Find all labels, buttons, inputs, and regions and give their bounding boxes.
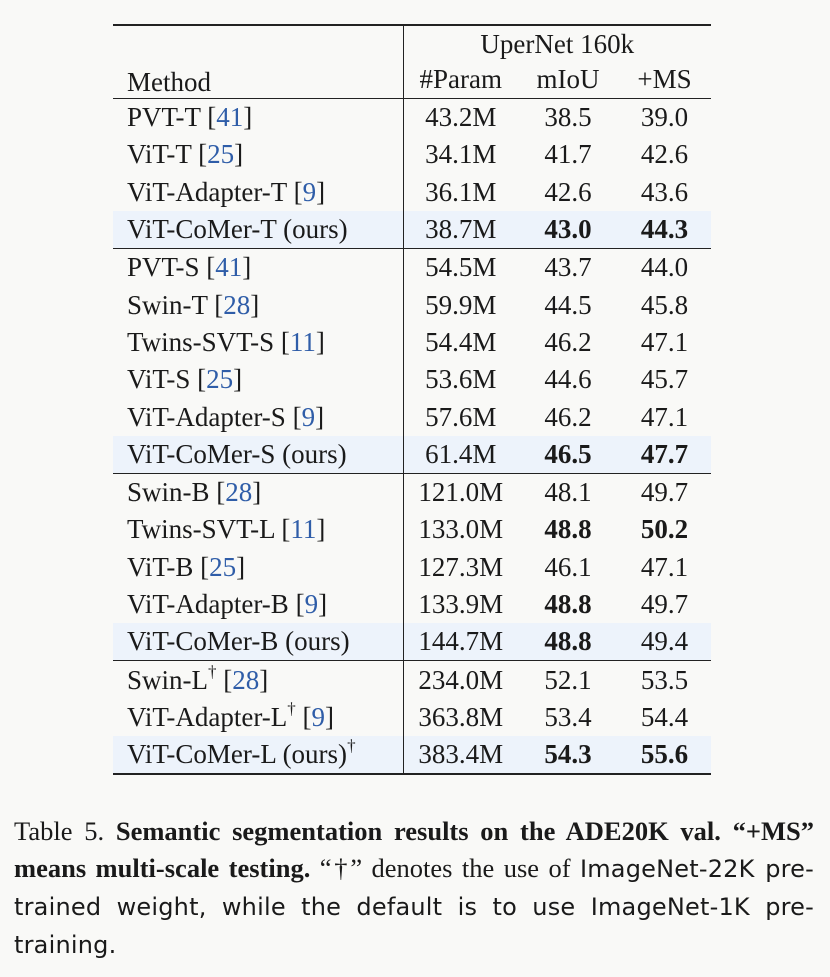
method-name: ViT-Adapter-L	[127, 701, 288, 732]
ms-cell: 39.0	[618, 99, 711, 137]
param-cell: 61.4M	[403, 436, 518, 474]
dagger-mark: †	[287, 698, 296, 718]
results-table-container	[113, 24, 711, 775]
method-cell: Swin-T [28]	[127, 289, 260, 320]
method-name: ViT-CoMer-T (ours)	[127, 214, 348, 245]
miou-cell: 46.2	[544, 401, 592, 432]
table-row	[113, 249, 711, 287]
ms-cell: 44.0	[618, 249, 711, 287]
miou-cell: 48.1	[518, 473, 618, 511]
miou-cell: 46.1	[544, 551, 592, 582]
method-cell: Swin-L† [28]	[113, 661, 403, 699]
table-row	[113, 736, 711, 774]
method-name: ViT-CoMer-S (ours)	[127, 438, 347, 469]
citation-link[interactable]: 9	[311, 701, 326, 732]
ms-cell: 49.7	[640, 589, 689, 619]
table-caption	[14, 813, 814, 964]
ms-cell: 53.5	[618, 661, 711, 699]
ms-cell: 49.4	[618, 623, 711, 661]
miou-cell: 43.0	[518, 211, 618, 249]
table-row	[113, 136, 711, 173]
table-row	[113, 699, 711, 736]
miou-cell: 41.7	[544, 139, 592, 170]
method-cell: PVT-S [41]	[113, 249, 403, 287]
param-cell: 34.1M	[403, 136, 518, 173]
method-cell: Twins-SVT-L [11]	[127, 514, 326, 545]
results-table	[113, 24, 711, 775]
method-cell: Twins-SVT-S [11]	[127, 326, 325, 357]
param-cell: 54.5M	[403, 249, 518, 287]
param-cell: 53.6M	[403, 361, 518, 398]
citation-link[interactable]: 9	[301, 401, 316, 432]
param-cell: 121.0M	[403, 473, 518, 511]
method-cell: ViT-Adapter-L† [9]	[127, 698, 335, 732]
ms-cell: 43.6	[640, 176, 689, 207]
param-cell: 43.2M	[403, 99, 518, 137]
method-name: ViT-Adapter-B	[127, 589, 289, 619]
method-cell: PVT-T [41]	[113, 99, 403, 137]
miou-cell: 48.8	[544, 514, 592, 545]
method-cell	[113, 436, 403, 474]
miou-cell: 46.5	[518, 436, 618, 474]
ms-cell: 47.1	[640, 401, 689, 432]
header-upernet-group: UperNet 160k	[403, 25, 711, 60]
ms-cell: 44.3	[618, 211, 711, 249]
method-cell: ViT-Adapter-T [9]	[127, 176, 326, 207]
method-cell	[113, 623, 403, 661]
method-cell: ViT-T [25]	[127, 139, 244, 170]
header-miou: mIoU	[536, 63, 600, 94]
method-cell: ViT-B [25]	[127, 551, 246, 582]
miou-cell: 43.7	[518, 249, 618, 287]
method-name: Swin-T	[127, 289, 208, 320]
citation-link[interactable]: 25	[207, 139, 235, 170]
method-name: ViT-Adapter-T	[127, 176, 287, 207]
citation-link[interactable]: 28	[232, 664, 260, 695]
citation-link[interactable]: 25	[206, 364, 234, 395]
dagger-mark: †	[347, 736, 356, 756]
caption-dagger-note: “†” denotes the use of	[319, 853, 580, 883]
caption-label: Table 5.	[14, 816, 105, 846]
miou-cell: 42.6	[544, 176, 592, 207]
miou-cell: 48.8	[544, 589, 592, 619]
param-cell: 36.1M	[403, 174, 518, 211]
method-cell: ViT-Adapter-B [9]	[127, 589, 328, 619]
citation-link[interactable]: 11	[290, 514, 317, 545]
method-name: ViT-S	[127, 364, 191, 395]
param-cell: 133.0M	[403, 511, 518, 548]
param-cell: 59.9M	[403, 286, 518, 323]
method-cell	[113, 736, 403, 774]
miou-cell: 46.2	[544, 326, 592, 357]
table-row	[113, 661, 711, 699]
table-row	[113, 211, 711, 249]
ms-cell: 42.6	[640, 139, 689, 170]
miou-cell: 54.3	[518, 736, 618, 774]
header-method: Method	[113, 25, 403, 99]
table-row	[113, 361, 711, 398]
table-row	[113, 286, 711, 323]
citation-link[interactable]: 41	[215, 252, 243, 283]
table-row	[113, 586, 711, 623]
table-body	[113, 99, 711, 775]
method-name: PVT-T	[127, 102, 201, 133]
citation-link[interactable]: 25	[209, 551, 237, 582]
method-name: ViT-T	[127, 139, 192, 170]
citation-link[interactable]: 9	[304, 589, 319, 619]
table-row	[113, 511, 711, 548]
param-cell: 144.7M	[403, 623, 518, 661]
ms-cell: 54.4	[640, 701, 689, 732]
table-row	[113, 473, 711, 511]
miou-cell: 38.5	[518, 99, 618, 137]
table-row	[113, 398, 711, 435]
param-cell: 38.7M	[403, 211, 518, 249]
miou-cell: 53.4	[544, 701, 592, 732]
ms-cell: 47.7	[618, 436, 711, 474]
citation-link[interactable]: 28	[223, 289, 251, 320]
method-name: Swin-L	[127, 664, 208, 695]
method-name: Twins-SVT-L	[127, 514, 275, 545]
method-name: ViT-CoMer-B (ours)	[127, 626, 350, 657]
citation-link[interactable]: 41	[216, 102, 244, 133]
method-name: ViT-B	[127, 551, 194, 582]
table-row	[113, 174, 711, 211]
dagger-mark: †	[208, 661, 217, 681]
param-cell: 383.4M	[403, 736, 518, 774]
table-header-row-1	[113, 25, 711, 60]
method-cell: ViT-S [25]	[127, 364, 243, 395]
table-row	[113, 436, 711, 474]
ms-cell: 47.1	[640, 551, 689, 582]
table-row	[113, 324, 711, 361]
caption-pretrain-note: ImageNet-22K pre-trained weight, while the default is to use ImageNet-1K pre-training.	[14, 855, 815, 959]
citation-link[interactable]: 28	[225, 477, 253, 508]
method-name: ViT-CoMer-L (ours)	[127, 739, 348, 770]
param-cell: 127.3M	[403, 549, 518, 586]
citation-link[interactable]: 11	[289, 326, 316, 357]
param-cell: 234.0M	[403, 661, 518, 699]
method-cell	[113, 211, 403, 249]
caption-bold-text: Semantic segmentation results on the ADE20K val. “+MS” means multi-scale testing.	[14, 816, 815, 883]
ms-cell: 45.7	[640, 364, 689, 395]
param-cell: 57.6M	[403, 398, 518, 435]
miou-cell: 44.5	[544, 289, 592, 320]
param-cell: 133.9M	[403, 586, 518, 623]
miou-cell: 44.6	[544, 364, 592, 395]
ms-cell: 49.7	[618, 473, 711, 511]
method-name: Twins-SVT-S	[127, 326, 275, 357]
ms-cell: 47.1	[640, 326, 689, 357]
header-ms: +MS	[637, 63, 692, 94]
table-row	[113, 549, 711, 586]
method-cell: ViT-Adapter-S [9]	[127, 401, 325, 432]
method-name: Swin-B	[127, 477, 210, 508]
ms-cell: 45.8	[640, 289, 689, 320]
header-param: #Param	[403, 60, 518, 99]
citation-link[interactable]: 9	[302, 176, 317, 207]
miou-cell: 52.1	[518, 661, 618, 699]
method-cell: Swin-B [28]	[113, 473, 403, 511]
method-name: ViT-Adapter-S	[127, 401, 286, 432]
ms-cell: 55.6	[618, 736, 711, 774]
param-cell: 363.8M	[403, 699, 518, 736]
ms-cell: 50.2	[640, 514, 689, 545]
table-row	[113, 99, 711, 137]
table-row	[113, 623, 711, 661]
param-cell: 54.4M	[403, 324, 518, 361]
method-name: PVT-S	[127, 252, 200, 283]
miou-cell: 48.8	[518, 623, 618, 661]
